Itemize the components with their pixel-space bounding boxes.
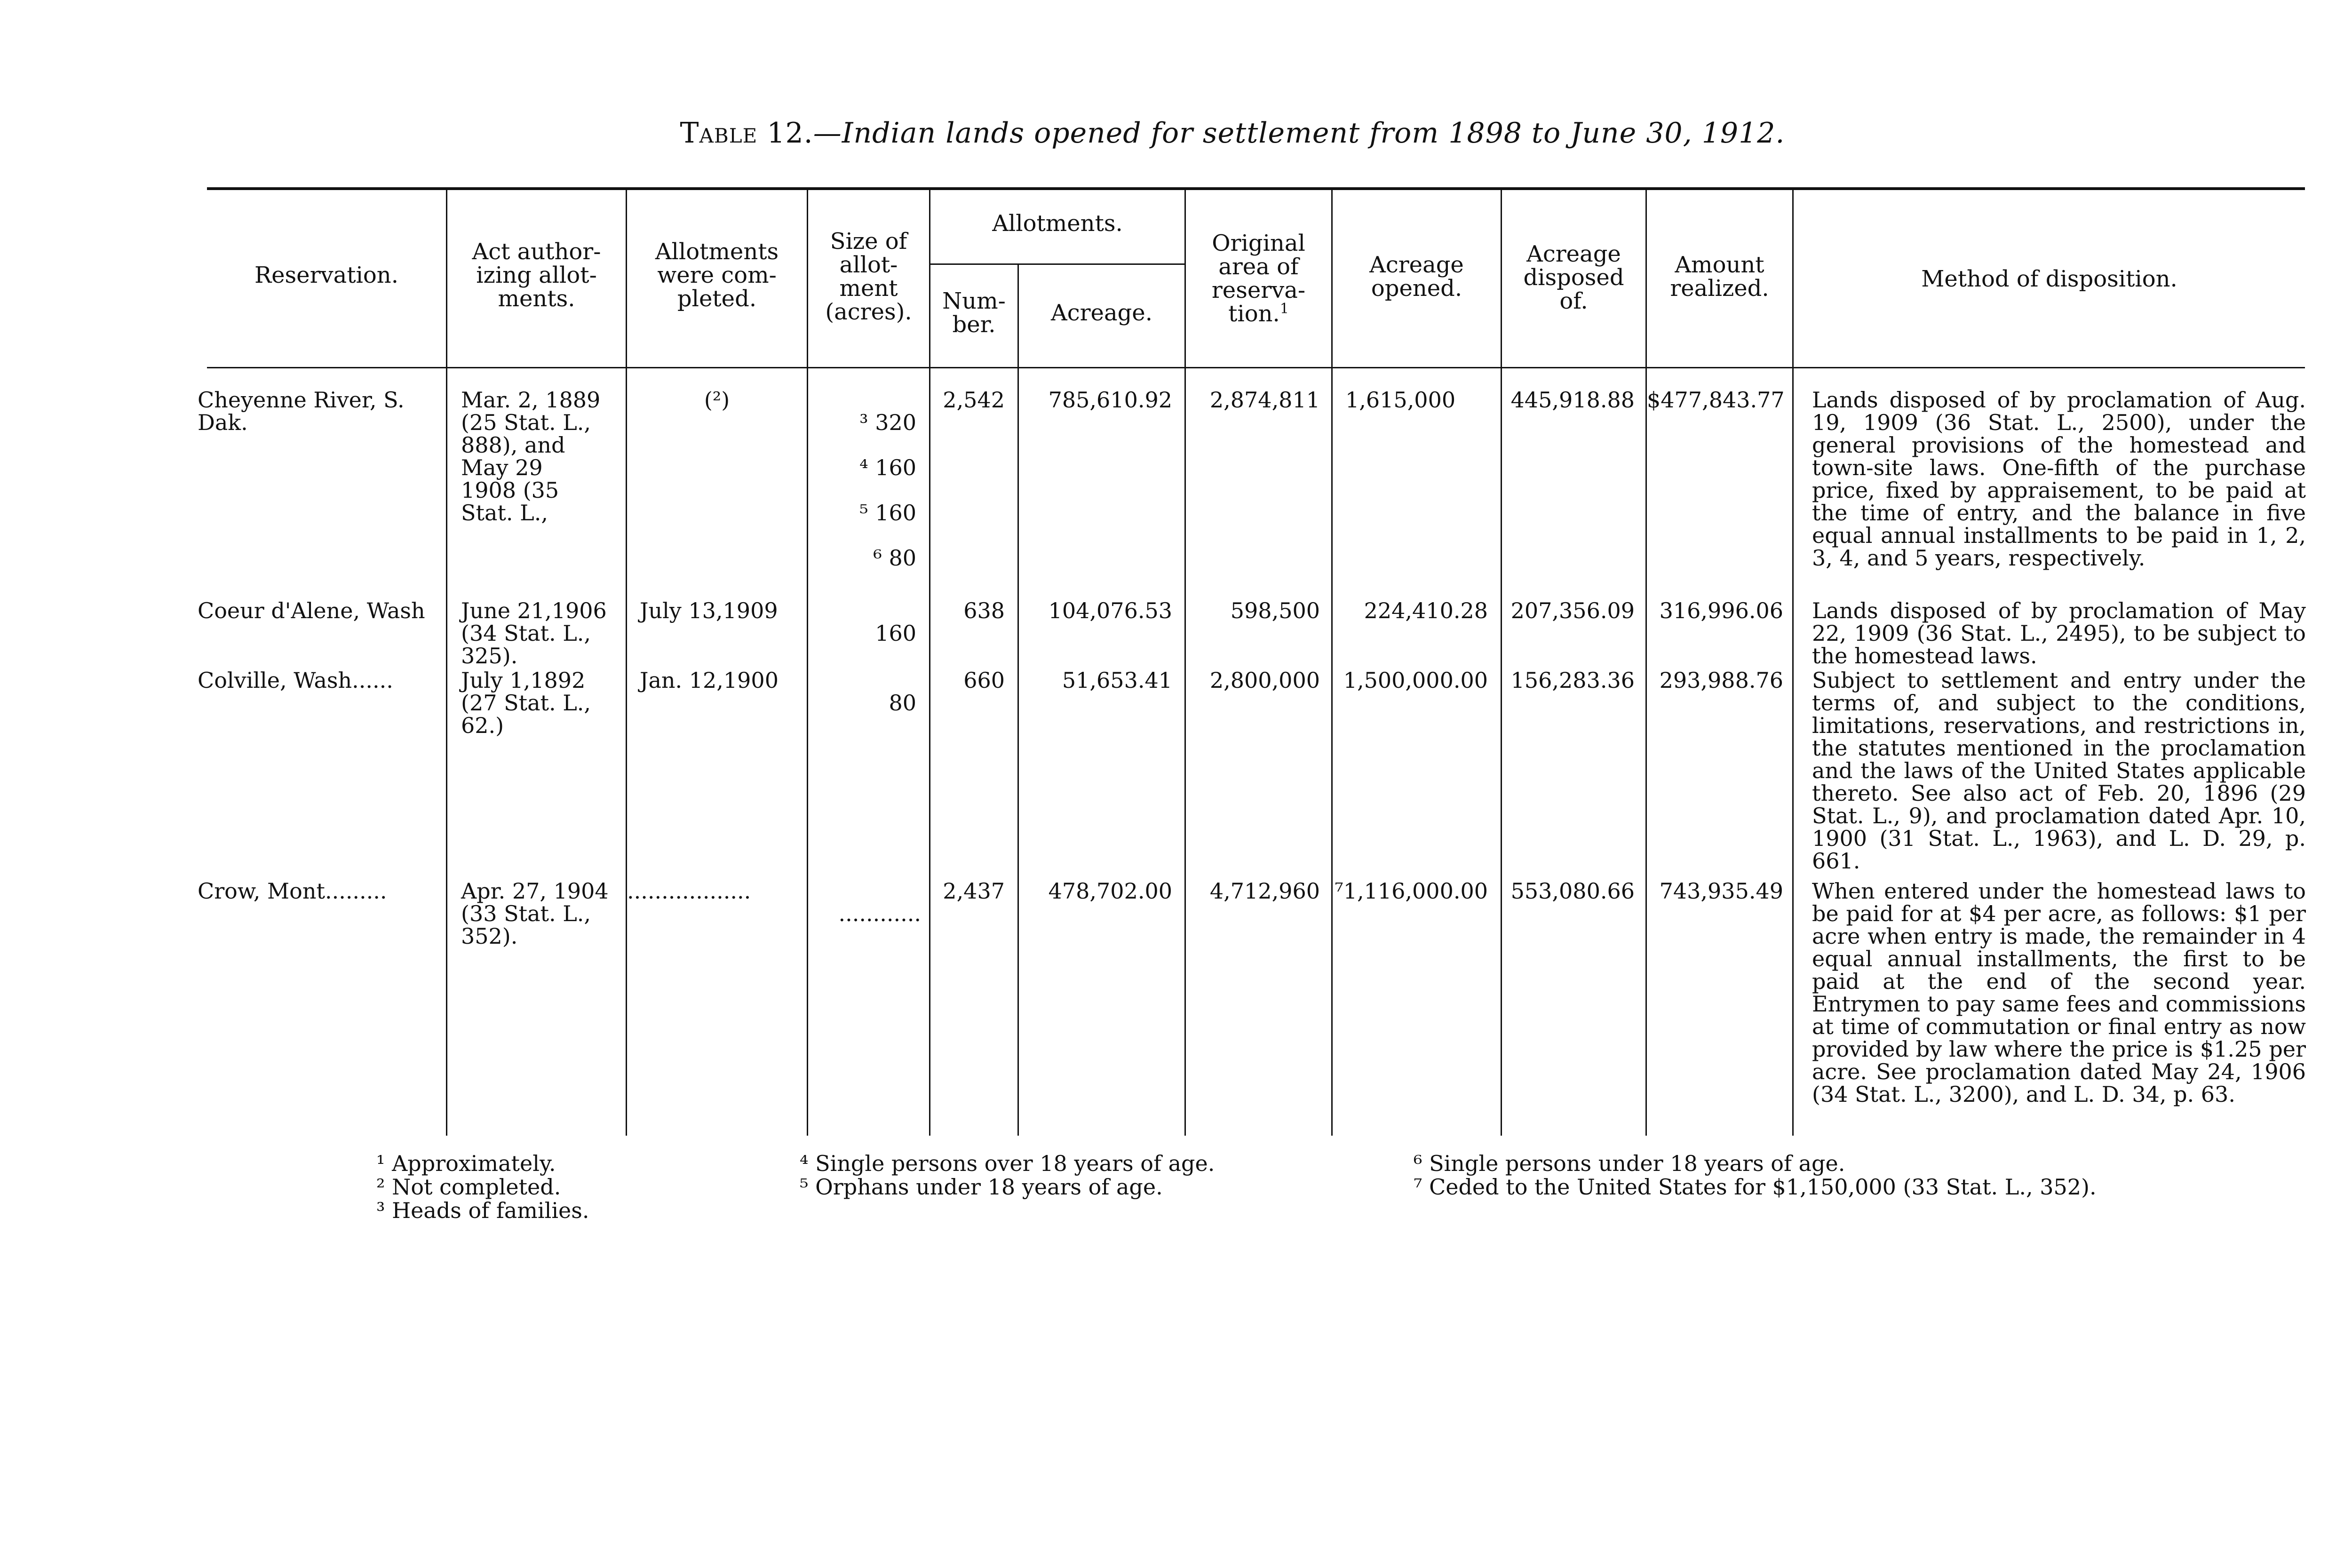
column-divider [446,190,447,1136]
cell-number: 660 [963,668,1005,693]
size-value: ⁶ 80 [873,545,916,571]
header-size: Size of allot- ment (acres). [825,228,912,325]
cell-size [808,669,916,737]
size-value: 160 [875,621,916,646]
cell-amount: 293,988.76 [1659,668,1783,693]
cell-completed: Jan. 12,1900 [640,668,779,693]
cell-size [808,389,916,592]
header-original-area [1186,231,1331,326]
header-allotments: Allotments. [992,210,1123,237]
column-divider [626,190,627,1136]
cell-method [1812,599,2306,667]
header-rule [207,367,2305,368]
header-acreage: Acreage. [1051,300,1152,326]
size-value: ............ [838,901,921,926]
header-method: Method of disposition. [1921,266,2177,292]
cell-original-area: 4,712,960 [1209,878,1320,904]
cell-number: 2,437 [943,878,1005,904]
column-divider [1184,190,1186,1136]
cell-amount: 743,935.49 [1659,878,1783,904]
cell-act: July 1,1892 (27 Stat. L., 62.) [461,668,591,738]
size-value: 80 [889,690,916,716]
top-rule [207,187,2305,190]
allotments-subheader-rule [930,263,1184,265]
header-acreage-opened: Acreage opened. [1369,252,1464,302]
header-acreage-disposed: Acreage disposed of. [1523,241,1624,314]
cell-acreage: 785,610.92 [1048,387,1172,413]
cell-reservation: Colville, Wash...... [198,668,393,693]
cell-amount: $477,843.77 [1647,387,1785,413]
cell-method [1812,880,2306,1106]
method-text: Lands disposed of by proclamation of May 22, 1909 (36 Stat. L., 2495), to be subject to the homestead laws. [1812,598,2306,669]
cell-reservation: Cheyenne River, S. Dak. [198,387,405,435]
cell-act: Apr. 27, 1904 (33 Stat. L., 352). [461,878,609,949]
cell-reservation: Coeur d'Alene, Wash [198,598,425,623]
header-completed: Allotments were com- pleted. [655,239,779,312]
cell-amount: 316,996.06 [1659,598,1783,623]
header-act: Act author- izing allot- ments. [472,239,601,312]
footnotes-group-1: ¹ Approximately. ² Not completed. ³ Heads of families. [376,1151,589,1223]
cell-completed: .................. [627,880,751,902]
size-value: ⁵ 160 [859,500,916,525]
column-divider [1645,190,1647,1136]
column-divider [1501,190,1502,1136]
cell-reservation: Crow, Mont......... [198,878,387,904]
header-number: Num- ber. [942,288,1006,338]
cell-act: Mar. 2, 1889 (25 Stat. L., 888), and May 29 1908 (35 Stat. L., [461,387,601,525]
header-amount: Amount realized. [1670,252,1769,302]
header-reservation: Reservation. [254,262,398,288]
cell-original-area: 2,874,811 [1209,387,1320,413]
cell-acreage: 478,702.00 [1048,878,1172,904]
cell-acreage-opened: ⁷1,116,000.00 [1335,878,1488,904]
cell-method [1812,389,2306,569]
cell-acreage-opened: 224,410.28 [1364,598,1488,623]
cell-completed: (²) [704,387,730,413]
cell-act: June 21,1906 (34 Stat. L., 325). [461,598,607,669]
table-title [0,117,2352,150]
cell-original-area: 2,800,000 [1209,668,1320,693]
cell-acreage-disposed: 445,918.88 [1510,387,1635,413]
cell-acreage: 104,076.53 [1048,598,1172,623]
column-divider [1792,190,1794,1136]
cell-acreage-opened: 1,615,000 [1345,387,1456,413]
footnotes-group-2: ⁴ Single persons over 18 years of age. ⁵ Orphans under 18 years of age. [800,1151,1215,1200]
size-value: ⁴ 160 [859,455,916,480]
cell-size [808,880,921,947]
cell-acreage-opened: 1,500,000.00 [1343,668,1488,693]
cell-completed: July 13,1909 [640,598,778,623]
cell-acreage-disposed: 553,080.66 [1510,878,1635,904]
cell-number: 2,542 [943,387,1005,413]
cell-original-area: 598,500 [1230,598,1320,623]
cell-number: 638 [963,598,1005,623]
cell-method [1812,669,2306,872]
column-divider [1331,190,1333,1136]
table-number: Table 12. [680,117,813,150]
table-caption: —Indian lands opened for settlement from 1898 to June 30, 1912. [813,117,1785,150]
method-text: When entered under the homestead laws to be paid for at $4 per acre, as follows: $1 per acre when entry is made, the remainder in 4 equal annual installments, the first to be paid at the end of the second year. Entrymen to pay same fees and commissions at time of commutation or final entry as now provided by law where the price is $1.25 per acre. See proclamation dated May 24, 1906 (34 Stat. L., 3200), and L. D. 34, p. 63. [1812,878,2306,1107]
cell-acreage-disposed: 207,356.09 [1510,598,1635,623]
method-text: Lands disposed of by proclamation of Aug. 19, 1909 (36 Stat. L., 2500), under the general provisions of the homestead and town-site laws. One-fifth of the purchase price, fixed by appraisement, to be paid at the time of entry, and the balance in five equal annual installments to be paid in 1, 2, 3, 4, and 5 years, respectively. [1812,387,2306,571]
method-text: Subject to settlement and entry under the terms of, and subject to the conditions, limitations, reservations, and restrictions in, the statutes mentioned in the proclamation and the laws of the United States applicable thereto. See also act of Feb. 20, 1896 (29 Stat. L., 9), and proclamation dated Apr. 10, 1900 (31 Stat. L., 1963), and L. D. 29, p. 661. [1812,668,2306,874]
cell-acreage-disposed: 156,283.36 [1510,668,1635,693]
footnote-ref: 1 [1279,301,1289,317]
size-value: ³ 320 [859,410,916,435]
header-original-text: Original area of reserva- tion. [1211,230,1306,327]
cell-acreage: 51,653.41 [1062,668,1172,693]
cell-size [808,599,916,667]
footnotes-group-3: ⁶ Single persons under 18 years of age. ⁷ Ceded to the United States for $1,150,000 (33 Stat. L., 352). [1414,1151,2097,1200]
